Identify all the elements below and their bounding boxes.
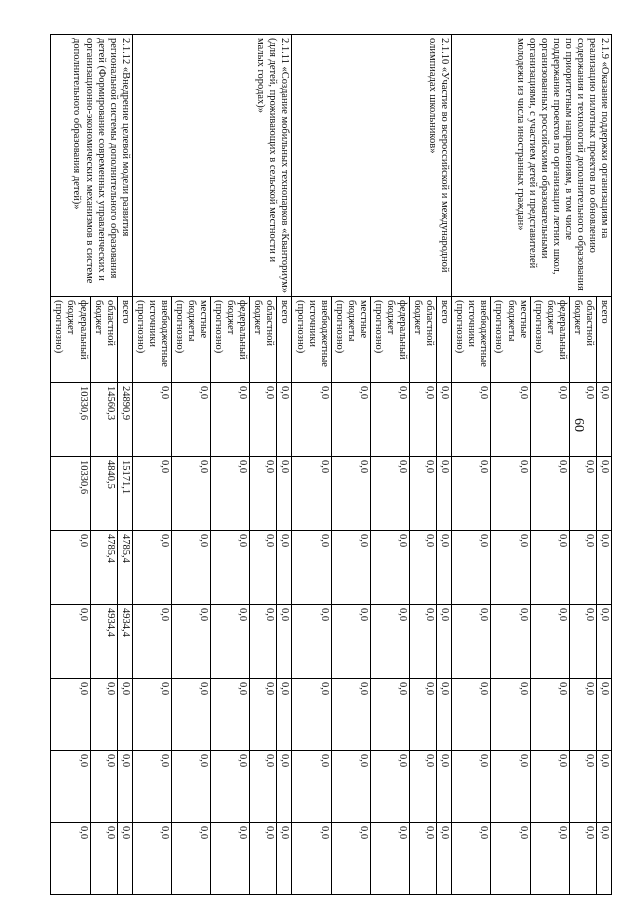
funding-source: местные бюджеты (прогнозно) [171,297,210,383]
value-cell: 0,0 [51,531,90,605]
value-cell: 0,0 [452,605,491,679]
value-cell: 0,0 [171,823,210,895]
value-cell: 0,0 [51,605,90,679]
value-cell: 0,0 [292,531,331,605]
funding-table [50,34,612,895]
value-cell: 0,0 [277,531,292,605]
value-cell: 0,0 [569,679,596,751]
value-cell: 0,0 [410,605,437,679]
funding-source: федеральный бюджет (прогнозно) [530,297,569,383]
funding-source: всего [437,297,452,383]
value-cell: 15171,1 [117,457,132,531]
value-cell: 0,0 [370,823,409,895]
value-cell: 0,0 [452,457,491,531]
value-cell: 0,0 [410,679,437,751]
value-cell: 0,0 [452,383,491,457]
value-cell: 0,0 [491,531,530,605]
value-cell: 0,0 [117,751,132,823]
value-cell: 24890,9 [117,383,132,457]
value-cell: 0,0 [277,383,292,457]
value-cell: 0,0 [410,751,437,823]
value-cell: 0,0 [370,679,409,751]
value-cell: 0,0 [211,383,250,457]
value-cell: 0,0 [132,531,171,605]
value-cell: 0,0 [370,531,409,605]
value-cell: 0,0 [250,823,277,895]
value-cell: 0,0 [370,383,409,457]
value-cell: 0,0 [51,823,90,895]
value-cell: 0,0 [370,605,409,679]
value-cell: 4934,4 [90,605,117,679]
value-cell: 0,0 [452,531,491,605]
value-cell: 0,0 [530,679,569,751]
funding-source: федеральный бюджет (прогнозно) [370,297,409,383]
value-cell: 4785,4 [117,531,132,605]
value-cell: 0,0 [370,751,409,823]
value-cell: 14560,3 [90,383,117,457]
value-cell: 0,0 [171,531,210,605]
value-cell: 0,0 [211,605,250,679]
funding-source: федеральный бюджет (прогнозно) [51,297,90,383]
value-cell: 0,0 [171,457,210,531]
value-cell: 0,0 [132,679,171,751]
funding-source: внебюджетные источники (прогнозно) [452,297,491,383]
value-cell: 4785,4 [90,531,117,605]
value-cell: 0,0 [410,383,437,457]
value-cell: 0,0 [90,751,117,823]
value-cell: 0,0 [491,605,530,679]
section-title: 2.1.9 «Оказание поддержки организациям на реализацию пилотных проектов по обновлению содержания и технологий дополнительного образования по приоритетным направлениям, в том числе поддержание проектов по организации летних школ, организованных российскими образовательными организациями, с участием детей и представителей молодежи из числа иностранных граждан» [452,35,612,297]
funding-source: всего [596,297,611,383]
value-cell: 0,0 [171,605,210,679]
funding-source: областной бюджет [569,297,596,383]
value-cell: 0,0 [250,457,277,531]
value-cell: 0,0 [530,531,569,605]
value-cell: 0,0 [596,605,611,679]
value-cell: 0,0 [211,457,250,531]
value-cell: 0,0 [277,823,292,895]
value-cell: 0,0 [132,823,171,895]
value-cell: 0,0 [452,823,491,895]
value-cell: 10330,6 [51,383,90,457]
value-cell: 0,0 [171,383,210,457]
value-cell: 0,0 [292,457,331,531]
value-cell: 0,0 [132,751,171,823]
value-cell: 0,0 [452,751,491,823]
value-cell: 0,0 [171,751,210,823]
value-cell: 0,0 [211,823,250,895]
value-cell: 0,0 [211,751,250,823]
value-cell: 0,0 [132,605,171,679]
value-cell: 0,0 [370,457,409,531]
value-cell: 0,0 [491,751,530,823]
section-title: 2.1.11 «Создание мобильных технопарков «Кванториум» (для детей, проживающих в сельской местности и малых городах)» [132,35,292,297]
value-cell: 0,0 [277,751,292,823]
value-cell: 0,0 [452,679,491,751]
funding-source: местные бюджеты (прогнозно) [491,297,530,383]
value-cell: 0,0 [569,823,596,895]
table-row [117,35,132,895]
value-cell: 0,0 [437,383,452,457]
value-cell: 0,0 [90,823,117,895]
value-cell: 0,0 [569,751,596,823]
page-number: 60 [571,418,586,432]
value-cell: 0,0 [410,457,437,531]
value-cell: 0,0 [331,605,370,679]
value-cell: 0,0 [51,679,90,751]
value-cell: 0,0 [331,751,370,823]
value-cell: 0,0 [250,605,277,679]
value-cell: 4934,4 [117,605,132,679]
section-title: 2.1.10 «Участие во всероссийской и международной олимпиадах школьников» [292,35,452,297]
value-cell: 0,0 [331,383,370,457]
table-row [277,35,292,895]
value-cell: 0,0 [250,679,277,751]
value-cell: 0,0 [90,679,117,751]
value-cell: 0,0 [292,383,331,457]
value-cell: 0,0 [117,823,132,895]
value-cell: 0,0 [569,383,596,457]
funding-source: внебюджетные источники (прогнозно) [292,297,331,383]
value-cell: 0,0 [437,457,452,531]
value-cell: 0,0 [437,823,452,895]
value-cell: 0,0 [569,531,596,605]
value-cell: 0,0 [292,751,331,823]
value-cell: 0,0 [437,605,452,679]
value-cell: 0,0 [491,457,530,531]
value-cell: 0,0 [211,531,250,605]
value-cell: 0,0 [132,457,171,531]
value-cell: 0,0 [530,457,569,531]
value-cell: 0,0 [596,751,611,823]
value-cell: 0,0 [437,751,452,823]
table-row [437,35,452,895]
value-cell: 10330,6 [51,457,90,531]
funding-source: областной бюджет [90,297,117,383]
value-cell: 0,0 [51,751,90,823]
value-cell: 0,0 [250,751,277,823]
value-cell: 0,0 [596,823,611,895]
value-cell: 0,0 [331,457,370,531]
value-cell: 0,0 [410,823,437,895]
value-cell: 0,0 [530,823,569,895]
value-cell: 0,0 [437,531,452,605]
value-cell: 0,0 [410,531,437,605]
value-cell: 0,0 [292,605,331,679]
value-cell: 0,0 [292,679,331,751]
value-cell: 0,0 [491,383,530,457]
value-cell: 0,0 [250,531,277,605]
value-cell: 0,0 [596,531,611,605]
value-cell: 0,0 [331,531,370,605]
value-cell: 0,0 [596,679,611,751]
table-body [51,35,612,895]
funding-source: внебюджетные источники (прогнозно) [132,297,171,383]
value-cell: 0,0 [277,605,292,679]
funding-source: областной бюджет [410,297,437,383]
value-cell: 4840,5 [90,457,117,531]
funding-source: областной бюджет [250,297,277,383]
rotated-table-container [53,34,612,894]
value-cell: 0,0 [117,679,132,751]
funding-source: всего [117,297,132,383]
funding-source: всего [277,297,292,383]
value-cell: 0,0 [596,457,611,531]
value-cell: 0,0 [292,823,331,895]
value-cell: 0,0 [277,457,292,531]
value-cell: 0,0 [277,679,292,751]
value-cell: 0,0 [250,383,277,457]
value-cell: 0,0 [437,679,452,751]
value-cell: 0,0 [132,383,171,457]
value-cell: 0,0 [331,679,370,751]
funding-source: местные бюджеты (прогнозно) [331,297,370,383]
value-cell: 0,0 [491,679,530,751]
value-cell: 0,0 [491,823,530,895]
value-cell: 0,0 [530,751,569,823]
value-cell: 0,0 [569,457,596,531]
value-cell: 0,0 [596,383,611,457]
value-cell: 0,0 [530,605,569,679]
value-cell: 0,0 [569,605,596,679]
funding-source: федеральный бюджет (прогнозно) [211,297,250,383]
value-cell: 0,0 [211,679,250,751]
value-cell: 0,0 [530,383,569,457]
value-cell: 0,0 [331,823,370,895]
value-cell: 0,0 [171,679,210,751]
section-title: 2.1.12 «Внедрение целевой модели развития региональной системы дополнительного образования детей (Формирование современных управленческих и организационно-экономических механизмов в системе дополнительного образования детей)» [51,35,132,297]
table-row [596,35,611,895]
